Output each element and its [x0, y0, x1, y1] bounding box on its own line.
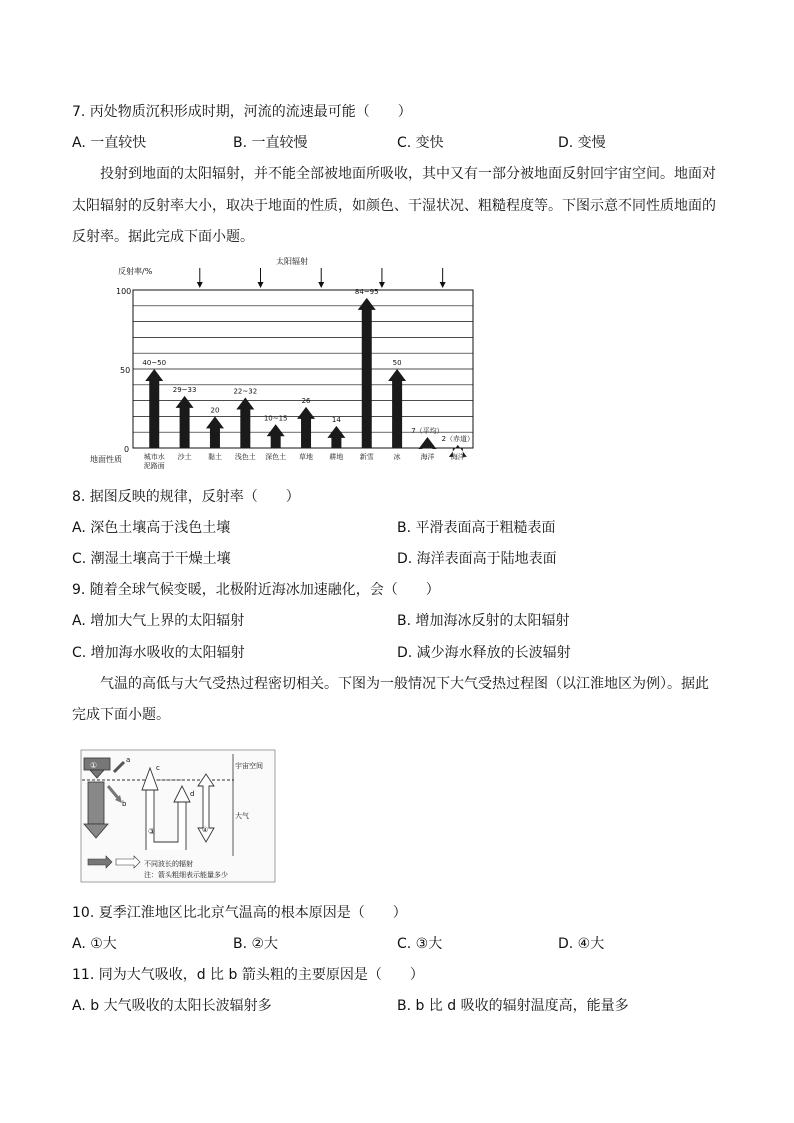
data-label-8: 84~95 [354, 287, 379, 296]
solar-arrow-head [258, 282, 264, 288]
data-label-10: 7（平均） [411, 426, 444, 435]
svg-text:b: b [122, 800, 127, 808]
data-label-7: 14 [331, 415, 341, 424]
tick-label-6: 草地 [299, 453, 314, 461]
chart-xlabel: 地面性质 [90, 455, 122, 464]
q7-option-a[interactable]: A. 一直较快 [72, 135, 147, 151]
tick-label-10: 海洋 [420, 453, 435, 461]
q9-option-b[interactable]: B. 增加海冰反射的太阳辐射 [397, 613, 570, 629]
tick-label-4: 浅色土 [234, 453, 256, 461]
bar-9 [388, 369, 406, 448]
solar-arrow-head [197, 282, 203, 288]
intro1-line3: 反射率。据此完成下面小题。 [72, 229, 254, 245]
chart-ylabel: 反射率/% [118, 267, 153, 276]
q9-option-a[interactable]: A. 增加大气上界的太阳辐射 [72, 613, 245, 629]
data-label-9: 50 [392, 359, 402, 367]
solar-arrow-head [318, 282, 324, 288]
bar-2 [176, 396, 194, 448]
q8-option-d[interactable]: D. 海洋表面高于陆地表面 [397, 551, 557, 567]
bar-1 [145, 369, 163, 448]
note-text: 注：箭头粗细表示能量多少 [144, 871, 228, 879]
tick-label-1: 泥路面 [143, 462, 165, 470]
bar-8 [358, 298, 376, 448]
bar-4 [236, 397, 254, 448]
tick-label-9: 冰 [393, 453, 401, 461]
q7-option-c[interactable]: C. 变快 [397, 135, 444, 151]
tick-label-8: 新雪 [359, 453, 374, 461]
question-9-stem: 9. 随着全球气候变暖，北极附近海冰加速融化，会（ ） [72, 582, 440, 598]
atmosphere-label: 大气 [235, 812, 249, 820]
question-8-stem: 8. 据图反映的规律，反射率（ ） [72, 489, 300, 505]
ytick-0: 0 [124, 445, 130, 454]
question-7-stem: 7. 丙处物质沉积形成时期，河流的流速最可能（ ） [72, 104, 412, 120]
bar-6 [297, 407, 315, 448]
ytick-50: 50 [120, 366, 131, 375]
data-label-5: 10~15 [263, 414, 288, 423]
q9-option-d[interactable]: D. 减少海水释放的长波辐射 [397, 645, 571, 661]
intro1-line1: 投射到地面的太阳辐射，并不能全部被地面所吸收，其中又有一部分被地面反射回宇宙空间。地面对 [100, 166, 716, 182]
data-label-4: 22~32 [233, 387, 258, 396]
q10-option-b[interactable]: B. ②大 [233, 936, 279, 952]
q10-option-c[interactable]: C. ③大 [397, 936, 443, 952]
q10-option-a[interactable]: A. ①大 [72, 936, 117, 952]
intro2-line2: 完成下面小题。 [72, 707, 170, 723]
q9-option-c[interactable]: C. 增加海水吸收的太阳辐射 [72, 645, 245, 661]
data-label-3: 20 [210, 406, 220, 415]
data-label-1: 40~50 [142, 359, 167, 367]
question-10-stem: 10. 夏季江淮地区比北京气温高的根本原因是（ ） [72, 905, 407, 921]
data-label-6: 26 [301, 396, 311, 405]
intro2-line1: 气温的高低与大气受热过程密切相关。下图为一般情况下大气受热过程图（以江淮地区为例）。据此 [100, 676, 709, 692]
atmosphere-heating-diagram [78, 746, 278, 886]
data-label-2: 29~33 [172, 385, 197, 394]
q11-option-a[interactable]: A. b 大气吸收的太阳长波辐射多 [72, 998, 272, 1014]
q8-option-a[interactable]: A. 深色土壤高于浅色土壤 [72, 520, 231, 536]
intro1-line2: 太阳辐射的反射率大小，取决于地面的性质，如颜色、干湿状况、粗糙程度等。下图示意不同性质地面的 [72, 198, 716, 214]
reflectivity-chart [80, 252, 500, 472]
svg-text:①: ① [90, 761, 98, 770]
svg-text:④: ④ [202, 826, 209, 834]
data-label-11: 2（赤道） [441, 434, 475, 443]
tick-label-11: 海洋 [450, 453, 465, 461]
tick-label-5: 深色土 [265, 453, 287, 461]
solar-arrow-head [379, 282, 385, 288]
bar-5 [267, 424, 285, 448]
question-11-stem: 11. 同为大气吸收，d 比 b 箭头粗的主要原因是（ ） [72, 967, 424, 983]
solar-arrow-head [440, 282, 446, 288]
legend-text: 不同波长的辐射 [144, 860, 193, 868]
tick-label-3: 黏土 [207, 453, 222, 461]
q7-option-b[interactable]: B. 一直较慢 [233, 135, 308, 151]
q7-option-d[interactable]: D. 变慢 [558, 135, 606, 151]
tick-label-7: 耕地 [329, 453, 344, 461]
q10-option-d[interactable]: D. ④大 [558, 936, 605, 952]
bar-10 [418, 437, 436, 449]
chart-top-label: 太阳辐射 [276, 257, 308, 266]
tick-label-2: 沙土 [177, 453, 192, 461]
q8-option-b[interactable]: B. 平滑表面高于粗糙表面 [397, 520, 556, 536]
svg-text:d: d [190, 790, 195, 798]
ytick-100: 100 [116, 287, 132, 296]
svg-text:a: a [126, 756, 131, 764]
q11-option-b[interactable]: B. b 比 d 吸收的辐射温度高，能量多 [397, 998, 629, 1014]
q8-option-c[interactable]: C. 潮湿土壤高于干燥土壤 [72, 551, 231, 567]
tick-label-1: 城市水 [143, 453, 165, 461]
svg-text:③: ③ [148, 827, 156, 836]
svg-text:c: c [156, 764, 160, 772]
space-label: 宇宙空间 [235, 762, 263, 770]
bar-7 [327, 426, 345, 448]
